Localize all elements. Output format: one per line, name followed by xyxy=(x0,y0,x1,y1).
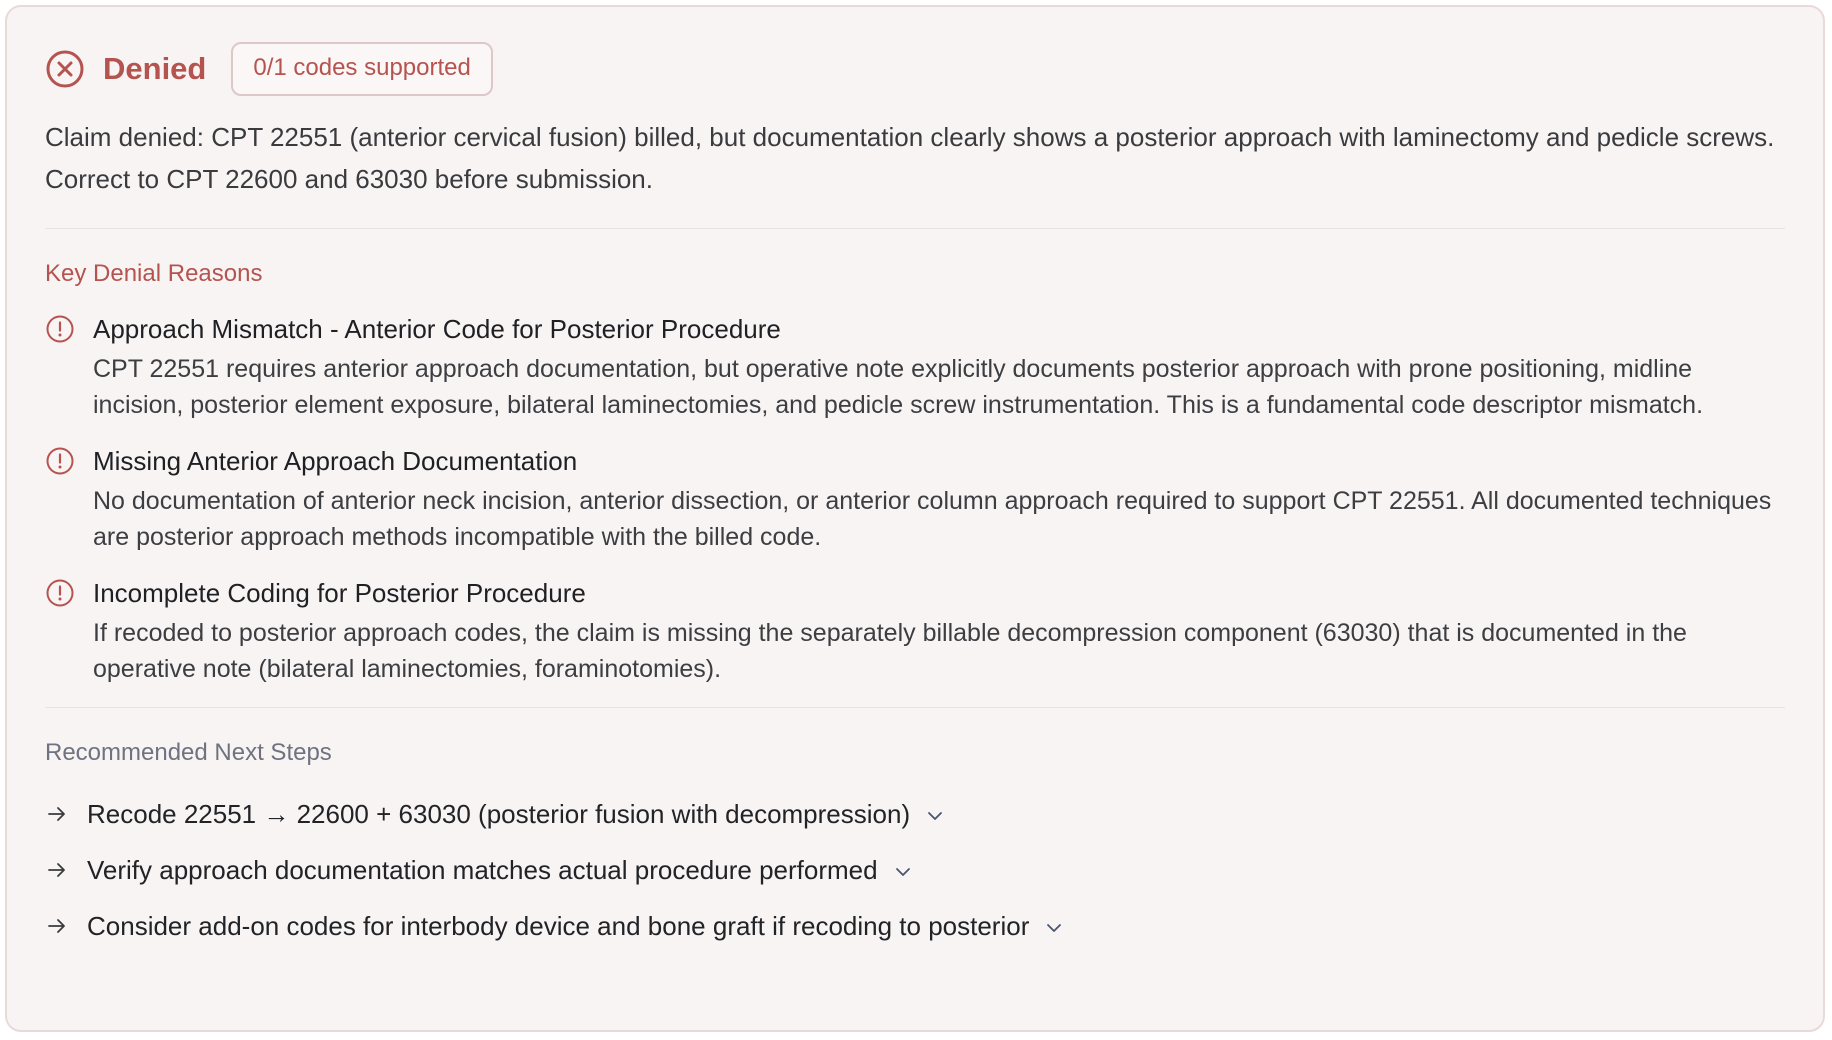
reason-description: CPT 22551 requires anterior approach documentation, but operative note explicitly documents posterior approach with prone positioning, midline incision, posterior element exposure, bilateral laminectomies, and pedicle screw instrumentation. This is a fundamental code descriptor mismatch. xyxy=(93,355,1704,419)
alert-circle-icon xyxy=(45,446,75,476)
reason-title: Missing Anterior Approach Documentation xyxy=(93,446,578,476)
denial-summary: Claim denied: CPT 22551 (anterior cervical fusion) billed, but documentation clearly shows a posterior approach with laminectomy and pedicle screws. Correct to CPT 22600 and 63030 before submission. xyxy=(45,122,1775,194)
chevron-down-icon[interactable] xyxy=(892,861,914,883)
reason-title: Incomplete Coding for Posterior Procedure xyxy=(93,578,586,608)
divider xyxy=(45,707,1785,708)
alert-circle-icon xyxy=(45,578,75,608)
denial-reasons-heading: Key Denial Reasons xyxy=(45,260,263,287)
denial-reason-item xyxy=(45,575,1785,687)
next-steps-heading: Recommended Next Steps xyxy=(45,739,332,766)
status-label: Denied xyxy=(103,50,207,86)
next-step-item[interactable] xyxy=(45,906,1785,946)
status-header xyxy=(45,41,1785,96)
next-step-label: Consider add-on codes for interbody device and bone graft if recoding to posterior xyxy=(87,910,1030,941)
denial-reason-item xyxy=(45,311,1785,423)
next-step-label: Verify approach documentation matches actual procedure performed xyxy=(87,854,878,885)
reason-description: No documentation of anterior neck incision, anterior dissection, or anterior column approach required to support CPT 22551. All documented techniques are posterior approach methods incompatible with the billed code. xyxy=(93,487,1772,551)
next-steps-list xyxy=(45,794,1785,946)
chevron-down-icon[interactable] xyxy=(924,805,946,827)
next-step-item[interactable] xyxy=(45,850,1785,890)
claim-review-card xyxy=(5,5,1825,1032)
codes-supported-badge: 0/1 codes supported xyxy=(231,42,493,96)
divider xyxy=(45,228,1785,229)
denial-reasons-list xyxy=(45,311,1785,687)
next-step-item[interactable] xyxy=(45,794,1785,834)
denial-reason-item xyxy=(45,443,1785,555)
chevron-down-icon[interactable] xyxy=(1043,917,1065,939)
next-step-label: Recode 22551 → 22600 + 63030 (posterior fusion with decompression) xyxy=(87,798,911,829)
reason-title: Approach Mismatch - Anterior Code for Posterior Procedure xyxy=(93,314,781,344)
x-circle-icon xyxy=(45,49,85,89)
alert-circle-icon xyxy=(45,314,75,344)
reason-description: If recoded to posterior approach codes, the claim is missing the separately billable decompression component (63030) that is documented in the operative note (bilateral laminectomies, foraminotomies). xyxy=(93,619,1687,683)
arrow-right-icon xyxy=(45,858,69,882)
arrow-right-icon xyxy=(45,914,69,938)
arrow-right-icon xyxy=(45,802,69,826)
